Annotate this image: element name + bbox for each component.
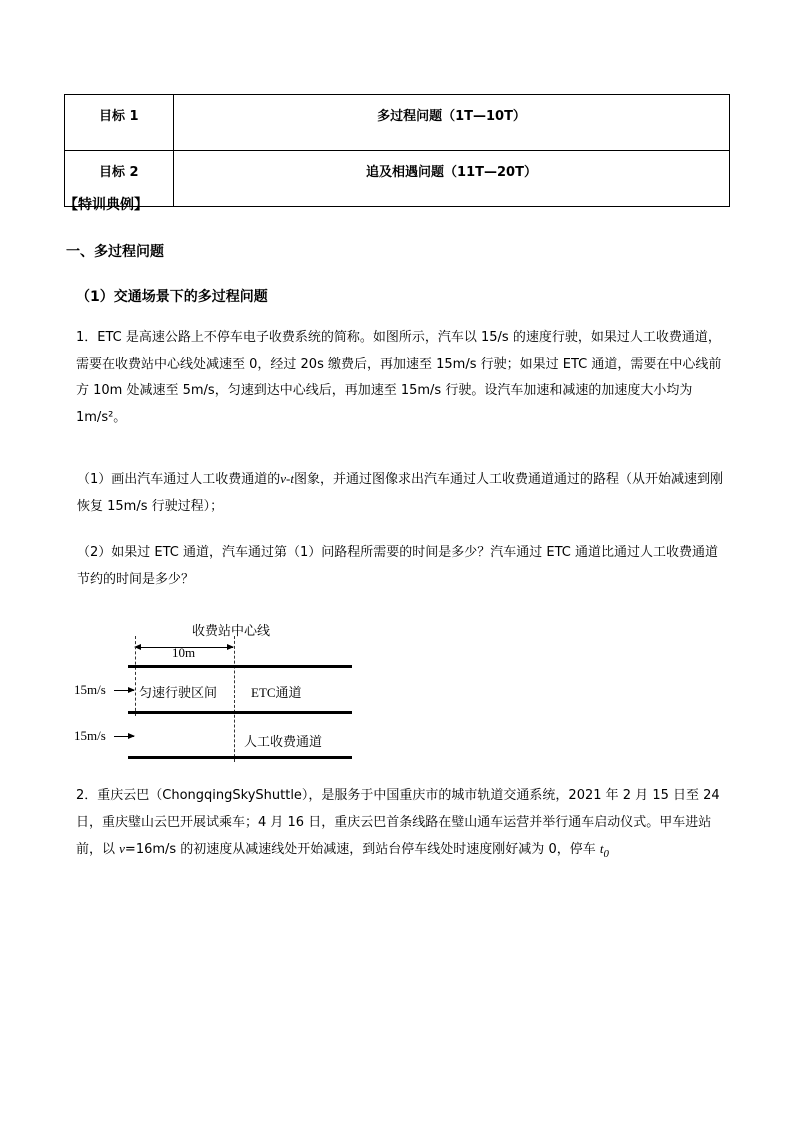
subpart-title: （1）交通场景下的多过程问题 <box>76 289 268 305</box>
manual-lane-bottom-border <box>128 756 352 759</box>
t-variable: t <box>599 841 604 856</box>
manual-direction-arrow <box>114 736 134 737</box>
goal-row <box>65 151 730 207</box>
goal-value: 追及相遇问题（11T—20T） <box>174 151 730 207</box>
goal-table <box>64 94 730 207</box>
etc-speed-label: 15m/s <box>74 682 106 697</box>
question-2-text-b: =16m/s 的初速度从减速线处开始减速，到站台停车线处时速度刚好减为 0，停车 <box>124 842 600 857</box>
manual-lane-label: 人工收费通道 <box>244 734 323 749</box>
question-2-text-a: 2．重庆云巴（ChongqingSkyShuttle），是服务于中国重庆市的城市轨道交通系统，2021 年 2 月 15 日至 24 日，重庆璧山云巴开展试乘车；4 月 16 日，重庆云巴首条线路在璧山通车运营并举行通车启动仪式。甲车进站前，以 <box>76 788 720 857</box>
distance-label: 10m <box>172 645 196 660</box>
question-1-part-2: （2）如果过 ETC 通道，汽车通过第（1）问路程所需要的时间是多少？汽车通过 ETC 通道比通过人工收费通道节约的时间是多少？ <box>77 545 719 587</box>
section-title: 【特训典例】 <box>64 197 148 213</box>
etc-direction-arrow <box>114 690 134 691</box>
question-2-text <box>76 783 726 867</box>
constant-speed-zone-label: 匀速行驶区间 <box>139 685 218 700</box>
etc-lane-label: ETC通道 <box>251 685 302 700</box>
lane-divider <box>128 711 352 714</box>
goal-key: 目标 2 <box>65 151 174 207</box>
center-line-label: 收费站中心线 <box>192 623 271 638</box>
zone-start-dashed-line <box>135 636 136 716</box>
v-variable: v <box>119 841 125 856</box>
etc-lane-top-border <box>128 665 352 668</box>
part-1-text-b: 图象，并通过图像求出汽车通过人工收费通道通过的路程（从开始减速到刚恢复 15m/s 行驶过程）； <box>77 472 724 514</box>
part-title: 一、多过程问题 <box>66 244 164 260</box>
part-1-text-a: （1）画出汽车通过人工收费通道的 <box>77 472 281 487</box>
goal-key: 目标 1 <box>65 95 174 151</box>
goal-row <box>65 95 730 151</box>
t-subscript: 0 <box>603 847 609 860</box>
question-1-text: 1．ETC 是高速公路上不停车电子收费系统的简称。如图所示，汽车以 15/s 的速度行驶，如果过人工收费通道，需要在收费站中心线处减速至 0，经过 20s 缴费后，再加速至 15m/s 行驶；如果过 ETC 通道，需要在中心线前方 10m 处减速至 5m/s，匀速到达中心线后，再加速至 15m/s 行驶。设汽车加速和减速的加速度大小均为 1m/s²。 <box>76 330 722 425</box>
question-1-part-1 <box>77 466 727 520</box>
vt-variable: v-t <box>280 471 294 486</box>
manual-speed-label: 15m/s <box>74 728 106 743</box>
center-dashed-line <box>234 636 235 762</box>
goal-value: 多过程问题（1T—10T） <box>174 95 730 151</box>
toll-station-diagram <box>70 618 360 763</box>
